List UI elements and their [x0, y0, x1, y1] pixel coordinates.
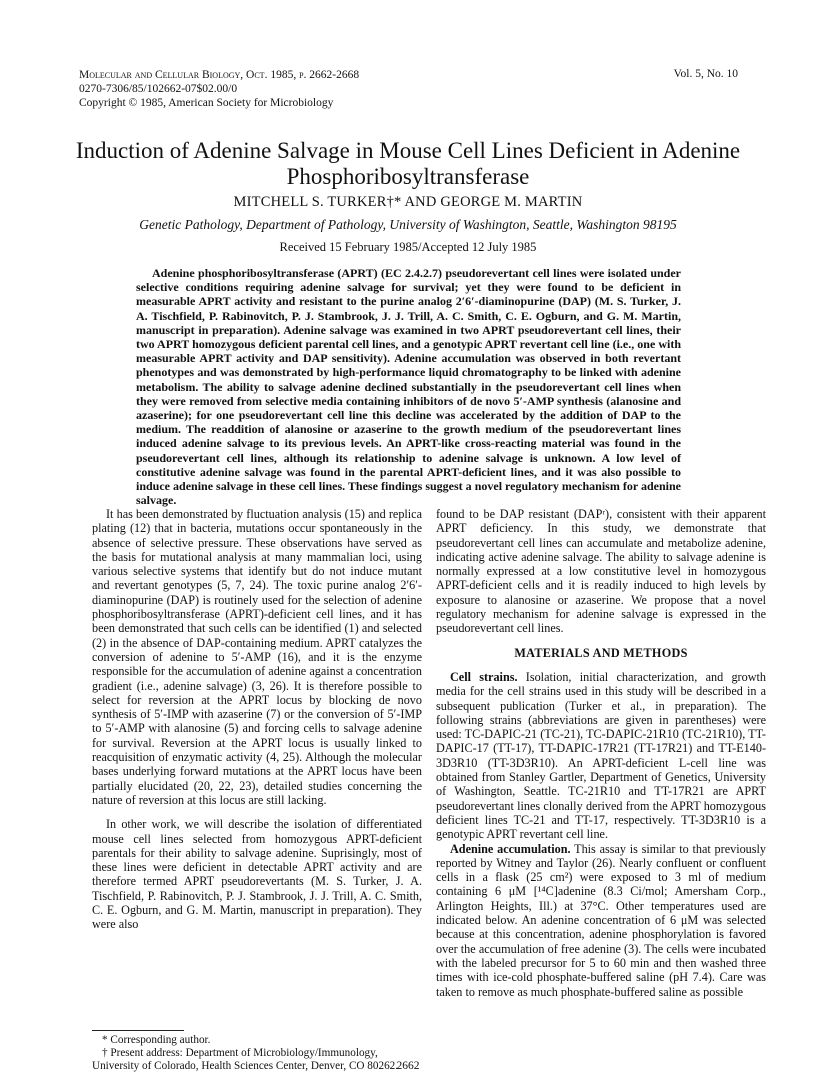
section-heading: MATERIALS AND METHODS	[514, 645, 688, 660]
intro-paragraph-3: found to be DAP resistant (DAPʳ), consistent with their apparent APRT deficiency. In this study, we demonstrate that pseudorevertant cell lines can accumulate and metabolize adenine, indicating active adenine salvage. The ability to salvage adenine is normally expressed at a low constitutive level in homozygous APRT-deficient cells and it is readily induced to high levels by exposure to alanosine or azaserine. We propose that a novel regulatory mechanism for adenine salvage is expressed in the pseudorevertant cell lines.	[436, 507, 766, 636]
received-date: Received 15 February 1985/Accepted 12 July 1985	[279, 240, 537, 254]
volume-line: Vol. 5, No. 10	[673, 68, 738, 80]
adenine-heading: Adenine accumulation.	[450, 841, 571, 856]
right-column	[436, 507, 766, 999]
abstract	[136, 266, 681, 507]
footnote-corresponding: * Corresponding author.	[102, 1034, 211, 1046]
cell-strains-text: Isolation, initial characterization, and growth media for the cell strains used in this study will be described in a subsequent publication (Turker et al., in preparation). The following strains (abbreviations are given in parentheses) were used: TC-DAPIC-21 (TC-21), TC-DAPIC-21R10 (TC-21R10), TT-DAPIC-17 (TT-17), TT-DAPIC-17R21 (TT-17R21) and TT-E140-3D3R10 (TT-3D3R10). An APRT-deficient L-cell line was obtained from Stanley Gartler, Department of Genetics, University of Washington, Seattle. TC-21R10 and TT-17R21 are APRT pseudorevertant lines clonally derived from the APRT homozygous deficient lines TC-21 and TT-17, respectively. TT-3D3R10 is a genotypic APRT revertant cell line.	[436, 669, 766, 842]
adenine-paragraph	[436, 842, 766, 999]
paper-title: Induction of Adenine Salvage in Mouse Cell Lines Deficient in Adenine Phosphoribosyltransferase	[75, 138, 741, 189]
code-line: 0270-7306/85/102662-07$02.00/0	[79, 83, 238, 95]
journal-line: Molecular and Cellular Biology, Oct. 1985, p. 2662-2668	[79, 69, 360, 81]
footnote-rule	[92, 1030, 184, 1031]
abstract-text: Adenine phosphoribosyltransferase (APRT) (EC 2.4.2.7) pseudorevertant cell lines were isolated under selective conditions requiring adenine salvage for survival; yet they were found to be deficient in measurable APRT activity and resistant to the purine analog 2′6′-diaminopurine (DAP) (M. S. Turker, J. A. Tischfield, P. Rabinovitch, P. J. Stambrook, J. J. Trill, A. C. Smith, C. E. Ogburn, and G. M. Martin, manuscript in preparation). Adenine salvage was examined in two APRT pseudorevertant cell lines, their two APRT homozygous deficient parental cell lines, and a genotypic APRT revertant cell line (i.e., one with measurable APRT activity and DAP sensitivity). Adenine accumulation was observed in both revertant phenotypes and was demonstrated by high-performance liquid chromatography to be linked with adenine metabolism. The ability to salvage adenine declined substantially in the pseudorevertant cell lines when they were removed from selective media containing inhibitors of de novo 5′-AMP synthesis (alanosine and azaserine); for one pseudorevertant cell line this decline was accelerated by the addition of DAP to the medium. The readdition of alanosine or azaserine to the growth medium of the pseudorevertant lines induced adenine salvage to its previous levels. An APRT-like cross-reacting material was found in the pseudorevertant cell lines, although its relationship to adenine salvage is unknown. A low level of constitutive adenine salvage was found in the parental APRT-deficient lines, and it was also possible to induce adenine salvage in these cell lines. These findings suggest a novel regulatory mechanism for adenine salvage.	[136, 266, 681, 508]
copyright-line: Copyright © 1985, American Society for Microbiology	[79, 97, 334, 109]
intro-paragraph-2: In other work, we will describe the isolation of differentiated mouse cell lines selected from homozygous APRT-deficient parentals for their ability to salvage adenine. Suprisingly, most of these lines were deficient in detectable APRT activity and are therefore termed APRT pseudorevertants (M. S. Turker, J. A. Tischfield, P. Rabinovitch, P. J. Stambrook, J. J. Trill, A. C. Smith, C. E. Ogburn, and G. M. Martin, manuscript in preparation). They were also	[92, 817, 422, 932]
page-number: 2662	[396, 1060, 420, 1072]
footnote-address: † Present address: Department of Microbiology/Immunology, University of Colorado, Health Sciences Center, Denver, CO 80262.	[92, 1047, 399, 1072]
intro-paragraph-1: It has been demonstrated by fluctuation analysis (15) and replica plating (12) that in bacteria, mutations occur spontaneously in the absence of selective pressure. These observations have served as the basis for mutational analysis at many mammalian loci, using various selective systems that identify but do not induce mutant and revertant genotypes (5, 7, 24). The toxic purine analog 2′6′-diaminopurine (DAP) is routinely used for the selection of adenine phosphoribosyltransferase (APRT)-deficient cell lines, and it has been demonstrated that such cells can be identified (1) and selected (2) in the absence of DAP-containing medium. APRT catalyzes the conversion of adenine to 5′-AMP (16), and it is the enzyme responsible for the accumulation of adenine against a concentration gradient (i.e., adenine salvage) (3, 26). It is therefore possible to select for reversion at the APRT locus by blocking de novo synthesis of 5′-IMP with azaserine (7) or the conversion of 5′-IMP to 5′-AMP with alanosine (5) and forcing cells to salvage adenine for survival. Reversion at the APRT locus is usually linked to reacquisition of enzymatic activity (4, 25). Although the molecular bases underlying forward mutations at the APRT locus have been partially elucidated (20, 22, 23), detailed studies concerning the nature of reversion at this locus are still lacking.	[92, 507, 422, 807]
authors: MITCHELL S. TURKER†* AND GEORGE M. MARTIN	[233, 194, 583, 210]
cell-strains-paragraph	[436, 670, 766, 842]
adenine-text: This assay is similar to that previously reported by Witney and Taylor (26). Nearly confluent or confluent cells in a flask (25 cm²) were exposed to 3 ml of medium containing 6 μM [¹⁴C]adenine (8.3 Ci/mol; Amersham Corp., Arlington Heights, Ill.) at 37°C. Other temperatures used are indicated below. An adenine concentration of 6 μM was selected because at this concentration, adenine phosphorylation is favored over the accumulation of free adenine (3). The cells were incubated with the labeled precursor for 5 to 60 min and then washed three times with ice-cold phosphate-buffered saline (pH 7.4). Care was taken to remove as much phosphate-buffered saline as possible	[436, 841, 766, 999]
cell-strains-heading: Cell strains.	[450, 669, 518, 684]
left-column	[92, 507, 422, 932]
affiliation: Genetic Pathology, Department of Pathology, University of Washington, Seattle, Washington 98195	[139, 217, 677, 232]
